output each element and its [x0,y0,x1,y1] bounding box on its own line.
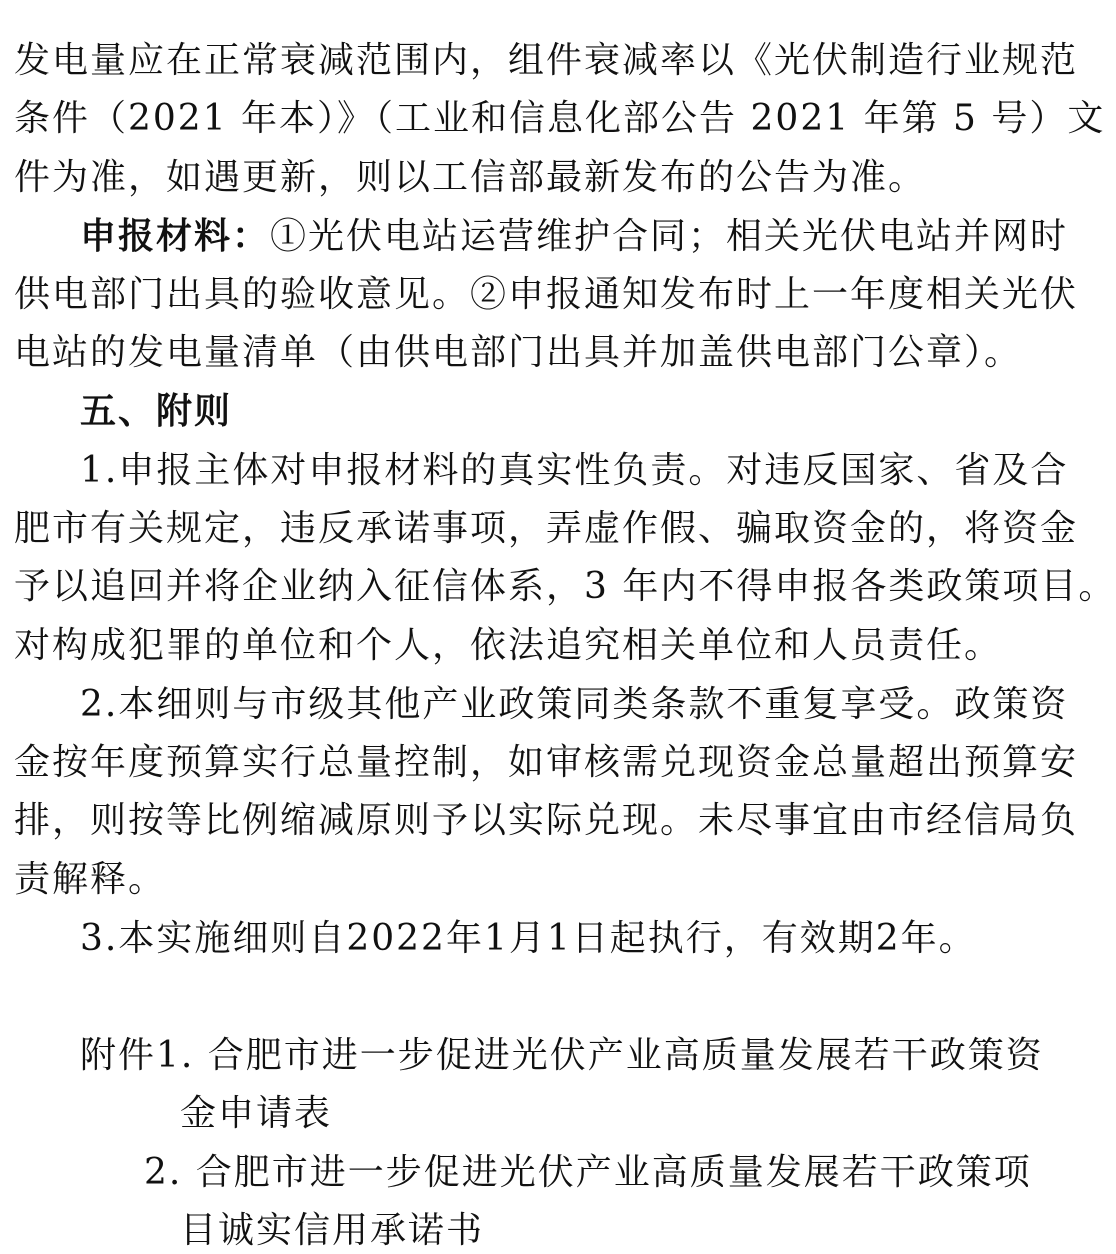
p1-line-2: 条件（2021 年本）》（工业和信息化部公告 2021 年第 5 号）文 [14,98,1106,139]
attachment-1-line-2: 金申请表 [180,1093,333,1134]
p3-line-1: 1.申报主体对申报材料的真实性负责。对违反国家、省及合 [80,450,1069,491]
attachment-1-line-1: 附件1. 合肥市进一步促进光伏产业高质量发展若干政策资 [80,1035,1044,1076]
p3-line-4: 对构成犯罪的单位和个人，依法追究相关单位和人员责任。 [14,625,1003,666]
p1-line-3: 件为准，如遇更新，则以工信部最新发布的公告为准。 [14,157,927,198]
p2-line-1 [80,214,1068,260]
p2-line-2: 供电部门出具的验收意见。②申报通知发布时上一年度相关光伏 [14,274,1079,315]
p2-line-1-text: ①光伏电站运营维护合同；相关光伏电站并网时 [270,216,1069,257]
p1-line-1: 发电量应在正常衰减范围内，组件衰减率以《光伏制造行业规范 [14,40,1079,81]
p3-line-2: 肥市有关规定，违反承诺事项，弄虚作假、骗取资金的，将资金 [14,508,1079,549]
p4-line-2: 金按年度预算实行总量控制，如审核需兑现资金总量超出预算安 [14,742,1079,783]
p5-line: 3.本实施细则自2022年1月1日起执行，有效期2年。 [80,918,977,959]
materials-label: 申报材料： [80,216,271,257]
attachment-2-line-2: 目诚实信用承诺书 [180,1210,485,1251]
p2-line-3: 电站的发电量清单（由供电部门出具并加盖供电部门公章）。 [14,332,1023,373]
p4-line-1: 2.本细则与市级其他产业政策同类条款不重复享受。政策资 [80,684,1069,725]
p3-line-3: 予以追回并将企业纳入征信体系，3 年内不得申报各类政策项目。 [14,566,1116,607]
attachment-2-line-1: 2. 合肥市进一步促进光伏产业高质量发展若干政策项 [144,1152,1032,1193]
p4-line-4: 责解释。 [14,859,167,900]
p4-line-3: 排，则按等比例缩减原则予以实际兑现。未尽事宜由市经信局负 [14,800,1079,841]
section-heading: 五、附则 [80,391,233,432]
